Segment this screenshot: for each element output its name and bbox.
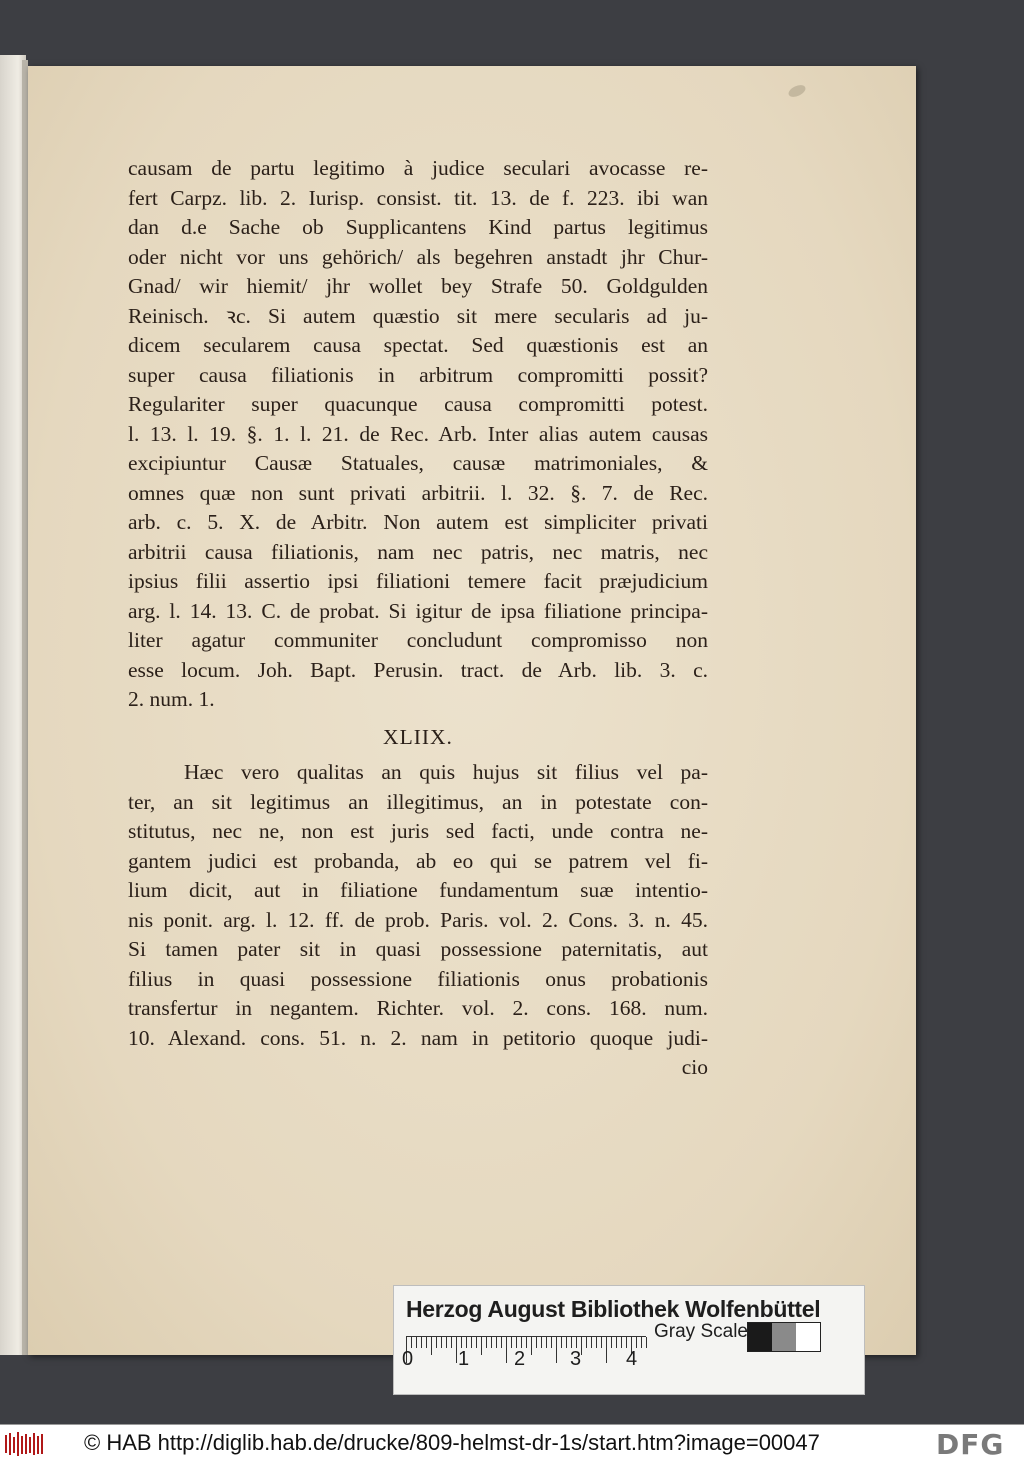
library-logo-icon — [4, 1431, 46, 1457]
text-line: Gnad/ wir hiemit/ jhr wollet bey Strafe 50. Goldgulden — [128, 274, 708, 298]
text-line: oder nicht vor uns gehörich/ als begehren anstadt jhr Chur- — [128, 244, 708, 269]
gray-swatch — [796, 1323, 820, 1351]
ruler-tick — [561, 1337, 562, 1348]
ruler-tick — [541, 1337, 542, 1348]
text-line: arg. l. 14. 13. C. de probat. Si igitur de ipsa filiatione principa- — [128, 598, 708, 623]
text-line: causam de partu legitimo à judice seculari avocasse re- — [128, 156, 708, 180]
ruler-tick — [526, 1337, 527, 1348]
section-heading: XLIIX. — [383, 724, 453, 749]
text-line: 2. num. 1. — [128, 687, 215, 711]
text-line: excipiuntur Causæ Statuales, causæ matrimoniales, & — [128, 451, 708, 475]
ruler-tick — [481, 1337, 482, 1355]
ruler-tick — [641, 1337, 642, 1348]
ruler-tick — [556, 1337, 557, 1363]
ruler-tick — [446, 1337, 447, 1348]
ruler-tick — [596, 1337, 597, 1348]
card-title: Herzog August Bibliothek Wolfenbüttel — [406, 1296, 821, 1322]
color-reference-card — [393, 1285, 865, 1395]
page-text — [128, 154, 708, 1083]
gray-swatch — [748, 1323, 772, 1351]
ruler-tick — [411, 1337, 412, 1348]
ruler — [406, 1336, 646, 1363]
text-line: l. 13. l. 19. §. 1. l. 21. de Rec. Arb. Inter alias autem causas — [128, 421, 708, 446]
ruler-tick — [461, 1337, 462, 1348]
ruler-tick — [566, 1337, 567, 1348]
text-line: cio — [681, 1055, 708, 1079]
ruler-tick — [536, 1337, 537, 1348]
paragraph-1 — [128, 154, 708, 715]
ruler-tick — [466, 1337, 467, 1348]
text-line: fert Carpz. lib. 2. Iurisp. consist. tit. 13. de f. 223. ibi wan — [128, 185, 708, 210]
text-line: ipsius filii assertio ipsi filiationi temere facit præjudicium — [128, 569, 708, 593]
ruler-tick — [646, 1337, 647, 1348]
ruler-tick — [456, 1337, 457, 1363]
ruler-tick — [476, 1337, 477, 1348]
footer-bar — [0, 1424, 1024, 1464]
ruler-tick — [576, 1337, 577, 1348]
text-line: Hæc vero qualitas an quis hujus sit filius vel pa- — [184, 760, 708, 784]
text-line: Reinisch. ꝛc. Si autem quæstio sit mere secularis ad ju- — [128, 303, 708, 328]
ruler-tick — [471, 1337, 472, 1348]
ruler-tick — [611, 1337, 612, 1348]
ruler-tick — [516, 1337, 517, 1348]
ruler-tick — [421, 1337, 422, 1348]
text-line: gantem judici est probanda, ab eo qui se patrem vel fi- — [128, 848, 708, 873]
text-line: dicem secularem causa spectat. Sed quæstionis est an — [128, 333, 708, 357]
ruler-tick — [436, 1337, 437, 1348]
ruler-tick — [441, 1337, 442, 1348]
ruler-tick — [511, 1337, 512, 1348]
copyright-url: © HAB http://diglib.hab.de/drucke/809-helmst-dr-1s/start.htm?image=00047 — [84, 1430, 820, 1455]
ruler-tick — [451, 1337, 452, 1348]
gray-swatch — [772, 1323, 796, 1351]
text-line: dan d.e Sache ob Supplicantens Kind partus legitimus — [128, 215, 708, 239]
text-line: Si tamen pater sit in quasi possessione paternitatis, aut — [128, 937, 708, 961]
ruler-tick — [426, 1337, 427, 1348]
ruler-tick — [531, 1337, 532, 1355]
ruler-tick — [626, 1337, 627, 1348]
ruler-number: 2 — [514, 1348, 526, 1370]
text-line: lium dicit, aut in filiatione fundamentum suæ intentio- — [128, 878, 708, 902]
ruler-tick — [506, 1337, 507, 1363]
ruler-number: 4 — [626, 1348, 638, 1370]
ruler-tick — [486, 1337, 487, 1348]
text-line: filius in quasi possessione filiationis onus probationis — [128, 966, 708, 991]
ruler-tick — [621, 1337, 622, 1348]
ruler-tick — [616, 1337, 617, 1348]
ruler-tick — [586, 1337, 587, 1348]
dfg-logo: DFG — [936, 1428, 1005, 1461]
ruler-tick — [606, 1337, 607, 1363]
ruler-tick — [601, 1337, 602, 1348]
ruler-number: 1 — [458, 1348, 470, 1370]
text-line: esse locum. Joh. Bapt. Perusin. tract. de Arb. lib. 3. c. — [128, 657, 708, 682]
gray-scale-swatches — [747, 1322, 821, 1352]
ruler-tick — [571, 1337, 572, 1348]
ruler-tick — [416, 1337, 417, 1348]
text-line: arb. c. 5. X. de Arbitr. Non autem est simpliciter privati — [128, 510, 708, 534]
text-line: Regulariter super quacunque causa compromitti potest. — [128, 392, 708, 416]
ruler-tick — [591, 1337, 592, 1348]
ruler-tick — [431, 1337, 432, 1355]
ruler-tick — [581, 1337, 582, 1355]
text-line: stitutus, nec ne, non est juris sed facti, unde contra ne- — [128, 819, 708, 843]
gray-scale-label: Gray Scale — [654, 1321, 748, 1342]
text-line: omnes quæ non sunt privati arbitrii. l. 32. §. 7. de Rec. — [128, 480, 708, 505]
scanned-page — [28, 66, 916, 1355]
ruler-number: 3 — [570, 1348, 582, 1370]
ruler-number: 0 — [402, 1348, 414, 1370]
text-line: super causa filiationis in arbitrum compromitti possit? — [128, 362, 708, 387]
text-line: ter, an sit legitimus an illegitimus, an in potestate con- — [128, 789, 708, 814]
text-line: transfertur in negantem. Richter. vol. 2. cons. 168. num. — [128, 996, 708, 1020]
text-line: arbitrii causa filiationis, nam nec patris, nec matris, nec — [128, 539, 708, 564]
ruler-tick — [636, 1337, 637, 1348]
ruler-tick — [496, 1337, 497, 1348]
ruler-tick — [501, 1337, 502, 1348]
text-line: 10. Alexand. cons. 51. n. 2. nam in petitorio quoque judi- — [128, 1025, 708, 1050]
paper-stain — [787, 83, 808, 100]
ruler-tick — [546, 1337, 547, 1348]
text-line: liter agatur communiter concludunt compromisso non — [128, 628, 708, 652]
ruler-tick — [491, 1337, 492, 1348]
ruler-tick — [551, 1337, 552, 1348]
paragraph-2 — [128, 758, 708, 1083]
text-line: nis ponit. arg. l. 12. ff. de prob. Paris. vol. 2. Cons. 3. n. 45. — [128, 907, 708, 932]
ruler-tick — [521, 1337, 522, 1348]
